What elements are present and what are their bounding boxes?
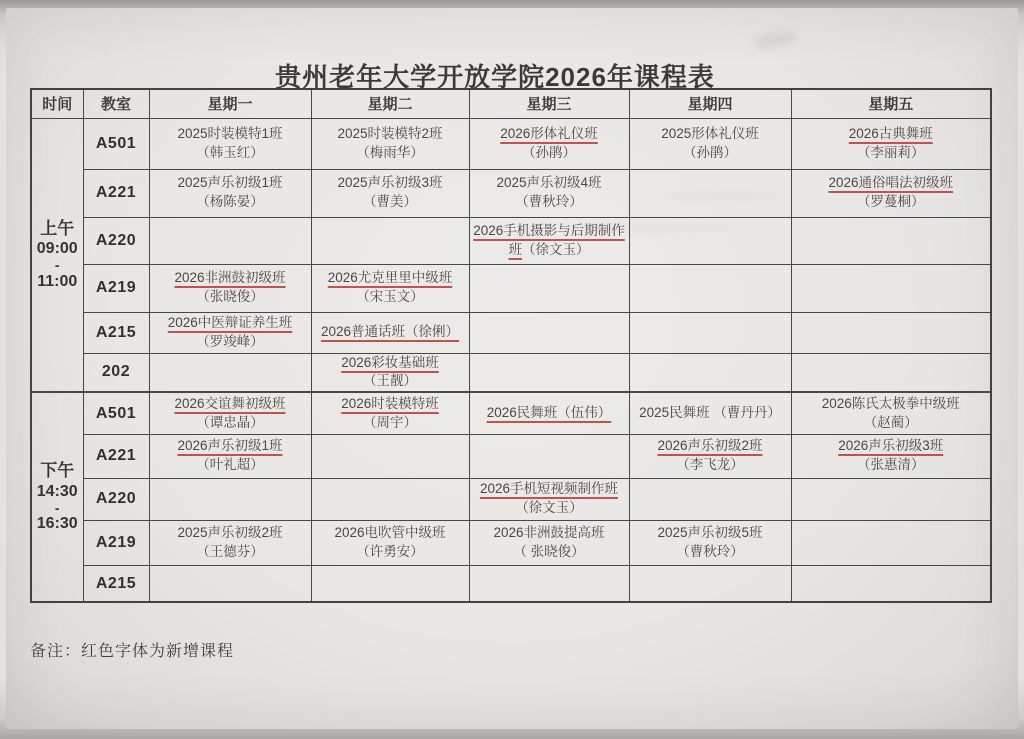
teacher-name: （韩玉红）	[196, 144, 264, 160]
course-entry-new	[632, 437, 789, 475]
course-cell-fri	[791, 565, 991, 602]
course-cell-mon	[149, 264, 311, 312]
course-cell-wed	[469, 565, 629, 602]
teacher-name: （曹秋玲）	[676, 543, 744, 559]
course-entry-new	[794, 125, 989, 163]
course-cell-mon	[149, 434, 311, 478]
time-num: 11:00	[37, 272, 78, 290]
course-cell-fri	[791, 118, 991, 169]
course-cell-fri	[791, 169, 991, 217]
teacher-name: （罗蔓桐）	[857, 194, 925, 209]
course-name: 2026民舞班（伍伟）	[486, 405, 612, 421]
course-cell-thu	[629, 312, 791, 353]
course-name: 2026陈氏太极拳中级班	[821, 395, 960, 411]
course-cell-wed	[469, 353, 629, 392]
time-num: 09:00	[36, 240, 78, 258]
time-cell-morning	[31, 118, 83, 392]
course-cell-mon	[149, 169, 311, 217]
course-name: 2026形体礼仪班	[500, 125, 598, 141]
course-cell-wed	[469, 312, 629, 353]
teacher-name: （ 张晓俊）	[513, 543, 585, 559]
course-cell-fri	[791, 520, 991, 565]
course-cell-thu	[629, 392, 791, 434]
schedule-row-morning-A221	[31, 169, 991, 217]
room-label-A215: A215	[83, 565, 149, 602]
room-label-A219: A219	[83, 520, 149, 565]
course-cell-wed	[469, 434, 629, 478]
teacher-name: （杨陈晏）	[196, 194, 264, 209]
course-entry-new	[472, 404, 627, 423]
course-entry	[314, 125, 467, 163]
schedule-row-afternoon-A501	[31, 392, 991, 434]
room-label-A221: A221	[83, 169, 149, 217]
time-num: 16:30	[36, 515, 78, 533]
course-cell-fri	[791, 264, 991, 312]
course-cell-tue	[311, 478, 469, 520]
teacher-name: （孙鹃）	[683, 144, 737, 160]
course-name: 2026声乐初级3班	[838, 438, 944, 454]
teacher-name: （罗竣峰）	[196, 333, 264, 349]
course-cell-tue	[311, 434, 469, 478]
schedule-row-afternoon-A219	[31, 520, 991, 565]
teacher-name: （许勇安）	[356, 543, 424, 559]
course-entry	[794, 395, 989, 433]
course-cell-wed	[469, 264, 629, 312]
course-entry-new	[794, 174, 989, 212]
course-entry-new	[152, 269, 309, 307]
course-cell-thu	[629, 217, 791, 264]
course-cell-wed	[469, 520, 629, 565]
course-cell-tue	[311, 118, 469, 169]
course-cell-fri	[791, 217, 991, 264]
course-cell-tue	[311, 264, 469, 312]
course-name: 2026电吹管中级班	[334, 524, 446, 540]
course-entry	[152, 524, 309, 562]
course-entry	[314, 174, 467, 212]
course-entry-new	[472, 480, 627, 518]
course-cell-mon	[149, 217, 311, 264]
col-header-time: 时间	[31, 89, 83, 118]
course-entry-new	[152, 395, 309, 433]
room-label-A220: A220	[83, 217, 149, 264]
course-name: 2026古典舞班	[848, 125, 933, 141]
course-entry-new	[152, 437, 309, 475]
course-entry	[472, 174, 627, 212]
time-num: 14:30	[36, 482, 78, 500]
course-name: 2026交谊舞初级班	[174, 395, 286, 411]
course-entry	[314, 524, 467, 562]
schedule-row-morning-A220	[31, 217, 991, 264]
time-period: 下午	[40, 461, 75, 481]
course-entry	[632, 125, 789, 163]
course-entry	[152, 125, 309, 163]
course-cell-fri	[791, 478, 991, 520]
course-name: 2025声乐初级3班	[337, 175, 443, 191]
course-cell-thu	[629, 353, 791, 392]
course-cell-mon	[149, 312, 311, 353]
course-entry	[152, 174, 309, 212]
course-cell-tue	[311, 565, 469, 602]
course-cell-tue	[311, 169, 469, 217]
col-header-mon: 星期一	[149, 89, 311, 118]
course-cell-wed	[469, 169, 629, 217]
course-entry	[632, 404, 789, 423]
course-name: 2026非洲鼓初级班	[174, 270, 286, 286]
course-cell-thu	[629, 169, 791, 217]
course-name: 2025时装模特2班	[337, 125, 443, 141]
course-entry	[632, 524, 789, 562]
time-cell-afternoon	[31, 392, 83, 602]
course-entry-new	[472, 125, 627, 163]
teacher-name: （张晓俊）	[196, 289, 264, 304]
course-name: 2025民舞班 （曹丹丹）	[639, 405, 781, 421]
teacher-name: （宋玉文）	[356, 289, 424, 304]
col-header-thu: 星期四	[629, 89, 791, 118]
teacher-name: （梅雨华）	[356, 144, 424, 160]
course-cell-fri	[791, 392, 991, 434]
course-cell-fri	[791, 434, 991, 478]
course-cell-tue	[311, 392, 469, 434]
course-name: 2026非洲鼓提高班	[493, 524, 605, 540]
teacher-name: （王德芬）	[196, 543, 264, 559]
course-cell-tue	[311, 353, 469, 392]
course-name: 2025声乐初级2班	[177, 524, 283, 540]
teacher-name: （孙鹃）	[522, 144, 576, 160]
room-label-A501: A501	[83, 392, 149, 434]
course-cell-fri	[791, 312, 991, 353]
time-dash: -	[54, 499, 60, 516]
page-title: 贵州老年大学开放学院2026年课程表	[275, 62, 715, 93]
schedule-row-afternoon-A221	[31, 434, 991, 478]
course-name: 2026手机摄影与后期制作班	[473, 222, 625, 257]
col-header-wed: 星期三	[469, 89, 629, 118]
course-name: 2026尤克里里中级班	[327, 270, 453, 286]
course-name: 2025声乐初级5班	[657, 524, 763, 540]
course-cell-mon	[149, 353, 311, 392]
room-label-202: 202	[83, 353, 149, 392]
room-label-A219: A219	[83, 264, 149, 312]
teacher-name: （叶礼超）	[196, 457, 264, 473]
course-name: 2026通俗唱法初级班	[828, 175, 954, 191]
course-name: 2026声乐初级2班	[657, 438, 763, 454]
teacher-name: （李丽莉）	[857, 144, 925, 160]
course-cell-wed	[469, 217, 629, 264]
course-name: 2025声乐初级1班	[177, 175, 283, 191]
course-entry-new	[314, 395, 467, 433]
course-name: 2026时装模特班	[341, 395, 439, 411]
course-cell-mon	[149, 520, 311, 565]
teacher-name: （周宇）	[363, 414, 417, 430]
course-cell-mon	[149, 478, 311, 520]
col-header-room: 教室	[83, 89, 149, 118]
schedule-row-afternoon-A215	[31, 565, 991, 602]
room-label-A220: A220	[83, 478, 149, 520]
teacher-name: （徐文玉）	[515, 500, 583, 516]
time-dash: -	[54, 257, 60, 274]
course-entry-new	[152, 314, 309, 352]
room-label-A221: A221	[83, 434, 149, 478]
course-cell-wed	[469, 478, 629, 520]
room-label-A215: A215	[83, 312, 149, 353]
course-name: 2026普通话班（徐俐）	[320, 324, 460, 340]
course-cell-mon	[149, 118, 311, 169]
col-header-tue: 星期二	[311, 89, 469, 118]
col-header-fri: 星期五	[791, 89, 991, 118]
course-cell-tue	[311, 312, 469, 353]
course-name: 2026手机短视频制作班	[479, 481, 619, 497]
course-entry-new	[314, 323, 467, 342]
course-name: 2026声乐初级1班	[177, 438, 283, 454]
course-cell-thu	[629, 520, 791, 565]
footnote: 备注：红色字体为新增课程	[30, 643, 235, 660]
course-name: 2025声乐初级4班	[496, 175, 602, 191]
course-cell-thu	[629, 118, 791, 169]
schedule-row-morning-A215	[31, 312, 991, 353]
course-cell-thu	[629, 434, 791, 478]
course-cell-thu	[629, 478, 791, 520]
teacher-name: （李飞龙）	[676, 457, 744, 473]
time-period: 上午	[40, 218, 75, 238]
course-cell-fri	[791, 353, 991, 392]
room-label-A501: A501	[83, 118, 149, 169]
schedule-row-afternoon-A220	[31, 478, 991, 520]
course-name: 2026中医辩证养生班	[167, 314, 293, 330]
teacher-name: （曹秋玲）	[515, 194, 583, 209]
course-cell-tue	[311, 217, 469, 264]
course-cell-mon	[149, 392, 311, 434]
course-cell-thu	[629, 264, 791, 312]
schedule-row-morning-A501	[31, 118, 991, 169]
course-entry-new	[472, 222, 627, 260]
teacher-name: （曹美）	[363, 194, 417, 209]
teacher-name: （谭忠晶）	[196, 414, 264, 430]
course-name: 2025形体礼仪班	[661, 125, 759, 141]
course-cell-tue	[311, 520, 469, 565]
course-cell-wed	[469, 392, 629, 434]
teacher-name: （张惠清）	[857, 457, 925, 473]
course-name: 2026彩妆基础班	[341, 354, 439, 370]
course-entry	[472, 524, 627, 562]
teacher-name: （王靓）	[363, 373, 417, 389]
course-entry-new	[794, 437, 989, 475]
schedule-row-morning-A219	[31, 264, 991, 312]
course-entry-new	[314, 269, 467, 307]
course-schedule-table	[30, 88, 992, 603]
header-row	[31, 89, 991, 118]
course-cell-mon	[149, 565, 311, 602]
teacher-name: （徐文玉）	[522, 241, 590, 257]
course-name: 2025时装模特1班	[177, 125, 283, 141]
course-entry-new	[314, 354, 467, 392]
teacher-name: （赵蔺）	[863, 414, 918, 430]
course-cell-wed	[469, 118, 629, 169]
course-cell-thu	[629, 565, 791, 602]
schedule-row-morning-202	[31, 353, 991, 392]
